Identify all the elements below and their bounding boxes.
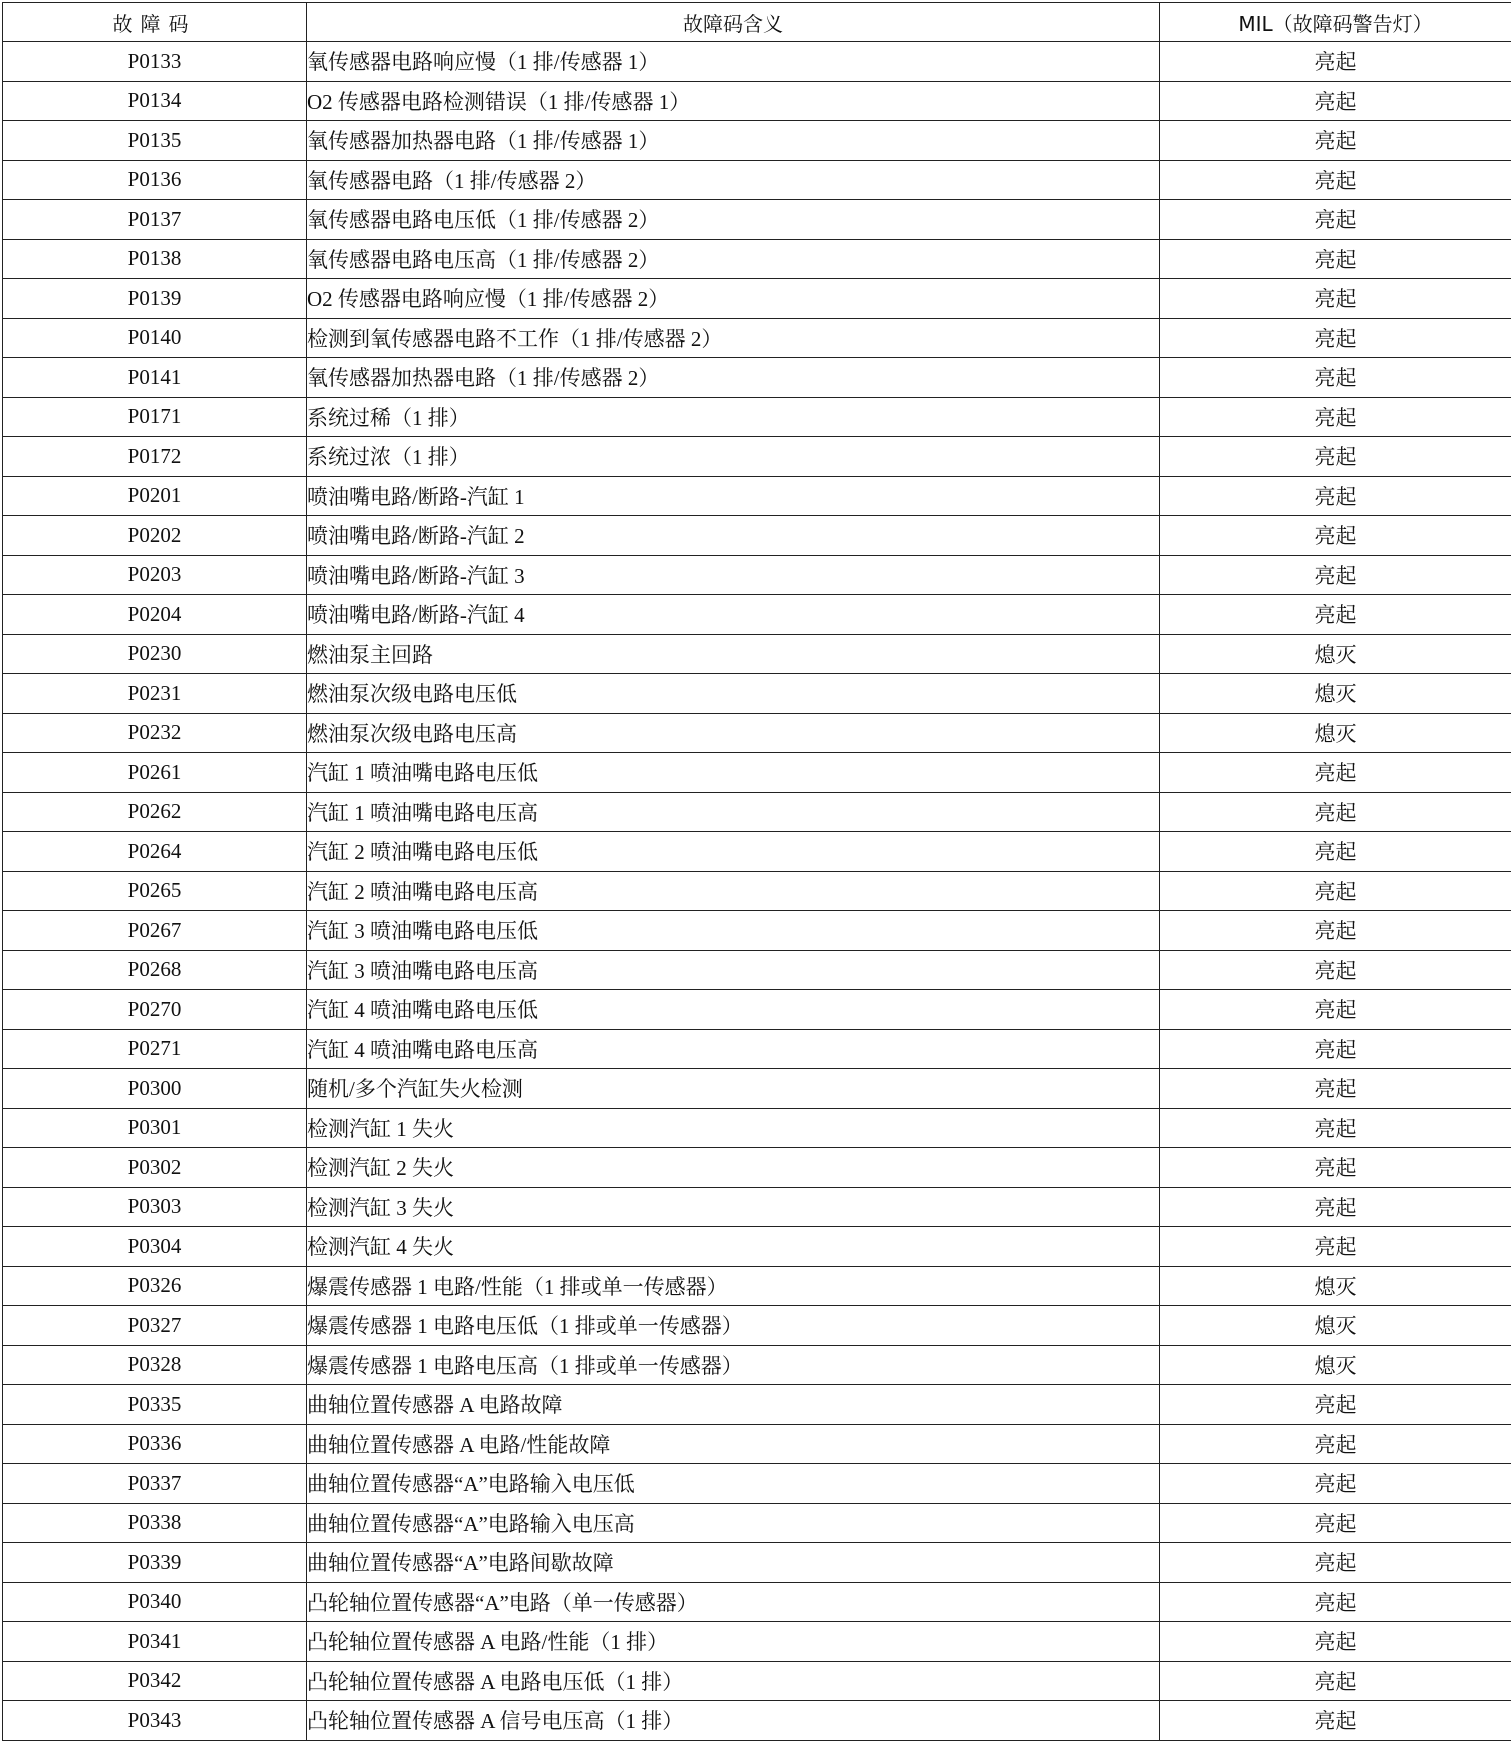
fault-meaning-cell: 汽缸 3 喷油嘴电路电压低 [307,911,1160,951]
table-row [3,1543,1511,1583]
mil-status-cell: 亮起 [1160,81,1511,121]
mil-status-cell: 亮起 [1160,1187,1511,1227]
fault-code-cell: P0203 [3,555,307,595]
mil-status-cell: 熄灭 [1160,1266,1511,1306]
table-header [3,3,1511,42]
table-row [3,437,1511,477]
fault-meaning-cell: 喷油嘴电路/断路-汽缸 1 [307,476,1160,516]
column-header-meaning: 故障码含义 [307,3,1160,42]
fault-code-cell: P0301 [3,1108,307,1148]
fault-meaning-cell: 检测到氧传感器电路不工作（1 排/传感器 2） [307,318,1160,358]
fault-meaning-cell: 曲轴位置传感器“A”电路输入电压低 [307,1464,1160,1504]
header-row [3,3,1511,42]
mil-status-cell: 亮起 [1160,1503,1511,1543]
fault-meaning-cell: 氧传感器加热器电路（1 排/传感器 1） [307,121,1160,161]
fault-code-cell: P0137 [3,200,307,240]
fault-meaning-cell: 汽缸 2 喷油嘴电路电压低 [307,832,1160,872]
fault-meaning-cell: 检测汽缸 1 失火 [307,1108,1160,1148]
mil-status-cell: 亮起 [1160,1661,1511,1701]
mil-status-cell: 亮起 [1160,1582,1511,1622]
table-row [3,1227,1511,1267]
mil-status-cell: 亮起 [1160,279,1511,319]
table-row [3,397,1511,437]
mil-status-cell: 亮起 [1160,42,1511,82]
mil-status-cell: 熄灭 [1160,713,1511,753]
fault-meaning-cell: 曲轴位置传感器“A”电路间歇故障 [307,1543,1160,1583]
table-row [3,239,1511,279]
table-row [3,476,1511,516]
mil-status-cell: 亮起 [1160,1029,1511,1069]
fault-meaning-cell: 喷油嘴电路/断路-汽缸 2 [307,516,1160,556]
mil-status-cell: 亮起 [1160,1108,1511,1148]
table-row [3,753,1511,793]
fault-code-cell: P0328 [3,1345,307,1385]
table-row [3,1345,1511,1385]
table-row [3,200,1511,240]
mil-status-cell: 亮起 [1160,1385,1511,1425]
fault-code-cell: P0343 [3,1701,307,1741]
fault-code-cell: P0136 [3,160,307,200]
fault-code-cell: P0335 [3,1385,307,1425]
fault-meaning-cell: 凸轮轴位置传感器“A”电路（单一传感器） [307,1582,1160,1622]
mil-status-cell: 亮起 [1160,871,1511,911]
fault-code-cell: P0337 [3,1464,307,1504]
mil-status-cell: 亮起 [1160,1543,1511,1583]
mil-status-cell: 亮起 [1160,200,1511,240]
mil-status-cell: 亮起 [1160,397,1511,437]
fault-code-cell: P0202 [3,516,307,556]
fault-code-cell: P0327 [3,1306,307,1346]
fault-meaning-cell: 爆震传感器 1 电路电压高（1 排或单一传感器） [307,1345,1160,1385]
fault-meaning-cell: 喷油嘴电路/断路-汽缸 3 [307,555,1160,595]
table-row [3,279,1511,319]
fault-meaning-cell: 曲轴位置传感器 A 电路/性能故障 [307,1424,1160,1464]
fault-meaning-cell: 汽缸 4 喷油嘴电路电压低 [307,990,1160,1030]
table-row [3,516,1511,556]
fault-meaning-cell: 检测汽缸 4 失火 [307,1227,1160,1267]
fault-meaning-cell: 爆震传感器 1 电路/性能（1 排或单一传感器） [307,1266,1160,1306]
table-row [3,1266,1511,1306]
table-row [3,871,1511,911]
table-row [3,950,1511,990]
table-row [3,1464,1511,1504]
table-row [3,1148,1511,1188]
table-row [3,1503,1511,1543]
table-row [3,121,1511,161]
mil-status-cell: 亮起 [1160,990,1511,1030]
fault-code-cell: P0265 [3,871,307,911]
fault-code-cell: P0341 [3,1622,307,1662]
table-row [3,911,1511,951]
mil-status-cell: 熄灭 [1160,1306,1511,1346]
fault-code-cell: P0326 [3,1266,307,1306]
mil-status-cell: 亮起 [1160,239,1511,279]
fault-meaning-cell: 汽缸 4 喷油嘴电路电压高 [307,1029,1160,1069]
fault-code-cell: P0300 [3,1069,307,1109]
table-row [3,1424,1511,1464]
fault-code-cell: P0141 [3,358,307,398]
table-row [3,832,1511,872]
fault-code-table [2,2,1511,1741]
fault-meaning-cell: 凸轮轴位置传感器 A 信号电压高（1 排） [307,1701,1160,1741]
mil-status-cell: 亮起 [1160,555,1511,595]
fault-meaning-cell: 检测汽缸 3 失火 [307,1187,1160,1227]
mil-status-cell: 亮起 [1160,318,1511,358]
table-body [3,42,1511,1741]
table-row [3,1385,1511,1425]
table-row [3,1108,1511,1148]
fault-meaning-cell: 燃油泵次级电路电压低 [307,674,1160,714]
fault-code-cell: P0138 [3,239,307,279]
mil-status-cell: 亮起 [1160,1069,1511,1109]
fault-meaning-cell: 曲轴位置传感器 A 电路故障 [307,1385,1160,1425]
fault-code-cell: P0171 [3,397,307,437]
mil-status-cell: 亮起 [1160,160,1511,200]
fault-meaning-cell: 汽缸 1 喷油嘴电路电压低 [307,753,1160,793]
column-header-mil: MIL（故障码警告灯） [1160,3,1511,42]
fault-meaning-cell: 系统过稀（1 排） [307,397,1160,437]
table-row [3,81,1511,121]
fault-code-cell: P0201 [3,476,307,516]
mil-status-cell: 亮起 [1160,1622,1511,1662]
table-row [3,42,1511,82]
table-row [3,160,1511,200]
mil-status-cell: 亮起 [1160,832,1511,872]
fault-meaning-cell: 燃油泵次级电路电压高 [307,713,1160,753]
fault-code-cell: P0264 [3,832,307,872]
fault-meaning-cell: 凸轮轴位置传感器 A 电路电压低（1 排） [307,1661,1160,1701]
fault-code-cell: P0267 [3,911,307,951]
fault-meaning-cell: 系统过浓（1 排） [307,437,1160,477]
column-header-code: 故障码 [3,3,307,42]
fault-code-cell: P0230 [3,634,307,674]
fault-code-cell: P0302 [3,1148,307,1188]
fault-code-cell: P0139 [3,279,307,319]
table-row [3,1187,1511,1227]
fault-code-cell: P0135 [3,121,307,161]
fault-meaning-cell: 凸轮轴位置传感器 A 电路/性能（1 排） [307,1622,1160,1662]
table-row [3,358,1511,398]
table-row [3,1622,1511,1662]
fault-code-cell: P0172 [3,437,307,477]
fault-code-cell: P0134 [3,81,307,121]
mil-status-cell: 亮起 [1160,595,1511,635]
fault-code-cell: P0336 [3,1424,307,1464]
fault-code-cell: P0268 [3,950,307,990]
fault-code-cell: P0204 [3,595,307,635]
table-row [3,1661,1511,1701]
fault-meaning-cell: 氧传感器电路电压高（1 排/传感器 2） [307,239,1160,279]
mil-status-cell: 亮起 [1160,121,1511,161]
mil-status-cell: 熄灭 [1160,634,1511,674]
fault-meaning-cell: 氧传感器电路响应慢（1 排/传感器 1） [307,42,1160,82]
fault-code-cell: P0232 [3,713,307,753]
table-row [3,634,1511,674]
mil-status-cell: 亮起 [1160,516,1511,556]
fault-code-cell: P0271 [3,1029,307,1069]
table-row [3,1069,1511,1109]
fault-meaning-cell: 汽缸 1 喷油嘴电路电压高 [307,792,1160,832]
mil-status-cell: 亮起 [1160,911,1511,951]
table-row [3,555,1511,595]
mil-status-cell: 熄灭 [1160,674,1511,714]
mil-status-cell: 熄灭 [1160,1345,1511,1385]
mil-status-cell: 亮起 [1160,1424,1511,1464]
fault-code-cell: P0304 [3,1227,307,1267]
table-row [3,595,1511,635]
fault-meaning-cell: 随机/多个汽缸失火检测 [307,1069,1160,1109]
table-row [3,713,1511,753]
fault-meaning-cell: 氧传感器电路电压低（1 排/传感器 2） [307,200,1160,240]
mil-status-cell: 亮起 [1160,1701,1511,1741]
fault-code-cell: P0342 [3,1661,307,1701]
fault-meaning-cell: 爆震传感器 1 电路电压低（1 排或单一传感器） [307,1306,1160,1346]
mil-status-cell: 亮起 [1160,437,1511,477]
table-row [3,674,1511,714]
fault-meaning-cell: O2 传感器电路检测错误（1 排/传感器 1） [307,81,1160,121]
fault-meaning-cell: 氧传感器加热器电路（1 排/传感器 2） [307,358,1160,398]
mil-status-cell: 亮起 [1160,950,1511,990]
fault-meaning-cell: 汽缸 3 喷油嘴电路电压高 [307,950,1160,990]
fault-code-cell: P0262 [3,792,307,832]
mil-status-cell: 亮起 [1160,753,1511,793]
fault-code-cell: P0261 [3,753,307,793]
mil-status-cell: 亮起 [1160,1227,1511,1267]
table-row [3,990,1511,1030]
fault-meaning-cell: O2 传感器电路响应慢（1 排/传感器 2） [307,279,1160,319]
fault-code-cell: P0340 [3,1582,307,1622]
fault-code-cell: P0231 [3,674,307,714]
fault-code-cell: P0303 [3,1187,307,1227]
table-row [3,1029,1511,1069]
mil-status-cell: 亮起 [1160,358,1511,398]
fault-code-cell: P0270 [3,990,307,1030]
fault-code-cell: P0133 [3,42,307,82]
mil-status-cell: 亮起 [1160,476,1511,516]
fault-meaning-cell: 汽缸 2 喷油嘴电路电压高 [307,871,1160,911]
fault-code-cell: P0339 [3,1543,307,1583]
mil-status-cell: 亮起 [1160,1464,1511,1504]
table-row [3,1701,1511,1741]
table-row [3,1306,1511,1346]
fault-meaning-cell: 喷油嘴电路/断路-汽缸 4 [307,595,1160,635]
table-row [3,1582,1511,1622]
fault-meaning-cell: 氧传感器电路（1 排/传感器 2） [307,160,1160,200]
mil-status-cell: 亮起 [1160,1148,1511,1188]
fault-code-cell: P0338 [3,1503,307,1543]
fault-code-cell: P0140 [3,318,307,358]
fault-meaning-cell: 检测汽缸 2 失火 [307,1148,1160,1188]
table-row [3,318,1511,358]
table-row [3,792,1511,832]
fault-meaning-cell: 曲轴位置传感器“A”电路输入电压高 [307,1503,1160,1543]
mil-status-cell: 亮起 [1160,792,1511,832]
fault-meaning-cell: 燃油泵主回路 [307,634,1160,674]
